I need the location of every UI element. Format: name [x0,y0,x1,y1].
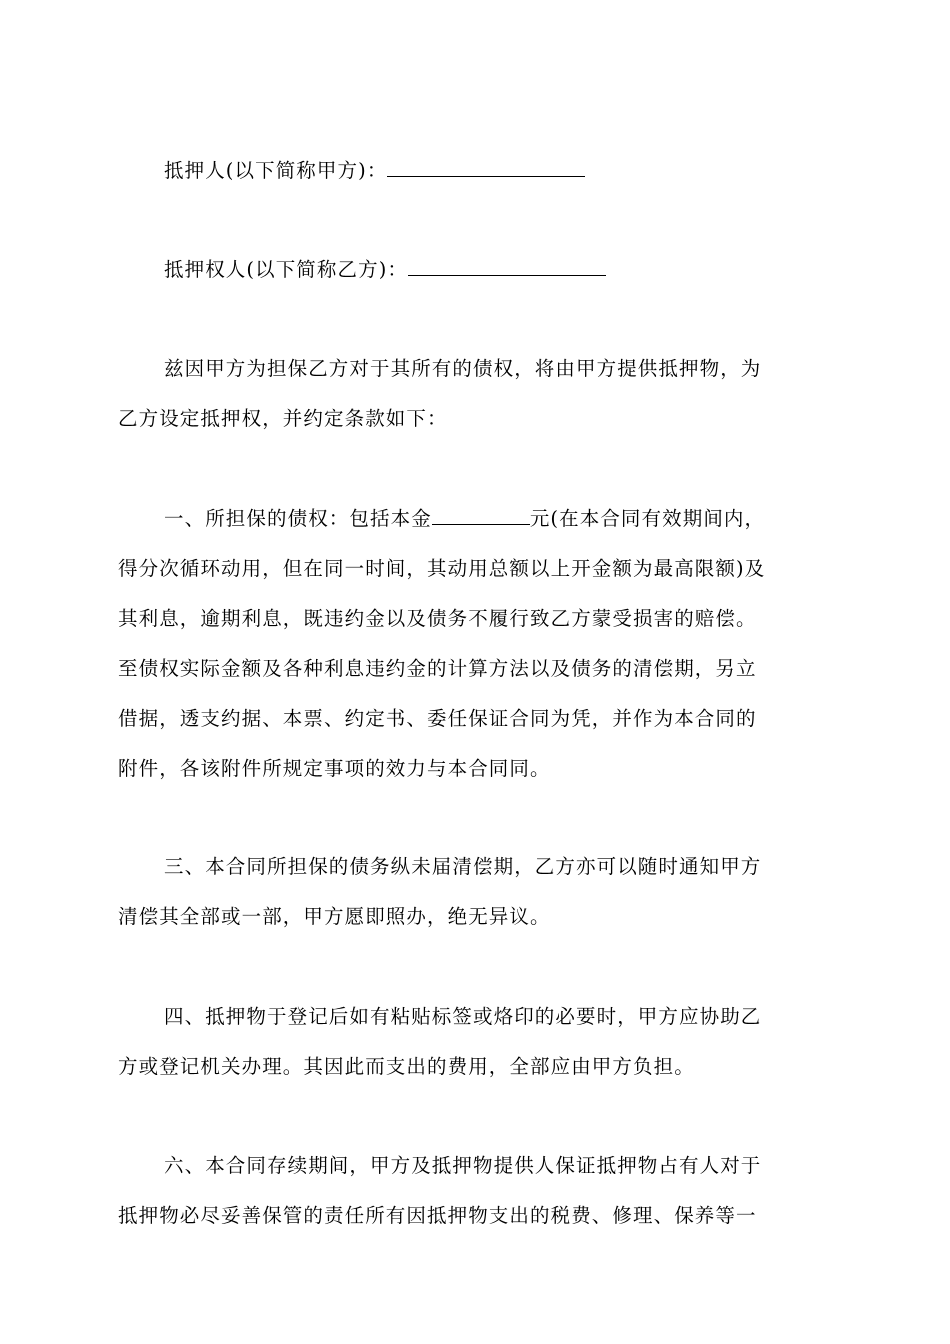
mortgagor-line [118,146,833,196]
clause-1-line: 其利息，逾期利息，既违约金以及债务不履行致乙方蒙受损害的赔偿。 [118,607,757,630]
mortgagee-line [118,245,833,295]
clause-1-text-before: 一、所担保的债权：包括本金 [164,507,432,530]
preamble-line: 兹因甲方为担保乙方对于其所有的债权，将由甲方提供抵押物，为 [164,357,762,380]
mortgagor-label: 抵押人(以下简称甲方)： [164,159,388,182]
clause-3-paragraph [118,842,833,942]
clause-4-paragraph [118,992,833,1092]
clause-6-paragraph [118,1141,833,1241]
clause-1-line: 借据，透支约据、本票、约定书、委任保证合同为凭，并作为本合同的 [118,707,757,730]
clause-1-paragraph [118,494,833,794]
clause-1-line: 得分次循环动用，但在同一时间，其动用总额以上开金额为最高限额)及 [118,557,766,580]
preamble-paragraph [118,344,833,444]
clause-4-line: 四、抵押物于登记后如有粘贴标签或烙印的必要时，甲方应协助乙 [164,1005,762,1028]
mortgagee-label: 抵押权人(以下简称乙方)： [164,258,409,281]
clause-4-line: 方或登记机关办理。其因此而支出的费用，全部应由甲方负担。 [118,1055,695,1078]
mortgagor-blank[interactable] [387,158,585,177]
preamble-line: 乙方设定抵押权，并约定条款如下： [118,407,448,430]
clause-3-line: 清偿其全部或一部，甲方愿即照办，绝无异议。 [118,905,551,928]
clause-1-text-after: 元(在本合同有效期间内， [529,507,766,530]
principal-amount-blank[interactable] [432,506,530,525]
clause-3-line: 三、本合同所担保的债务纵未届清偿期，乙方亦可以随时通知甲方 [164,855,762,878]
clause-1-line: 附件，各该附件所规定事项的效力与本合同同。 [118,757,551,780]
mortgagee-blank[interactable] [408,257,606,276]
clause-6-line: 六、本合同存续期间，甲方及抵押物提供人保证抵押物占有人对于 [164,1154,762,1177]
clause-6-line: 抵押物必尽妥善保管的责任所有因抵押物支出的税费、修理、保养等一 [118,1204,757,1227]
clause-1-line: 至债权实际金额及各种利息违约金的计算方法以及债务的清偿期，另立 [118,657,757,680]
